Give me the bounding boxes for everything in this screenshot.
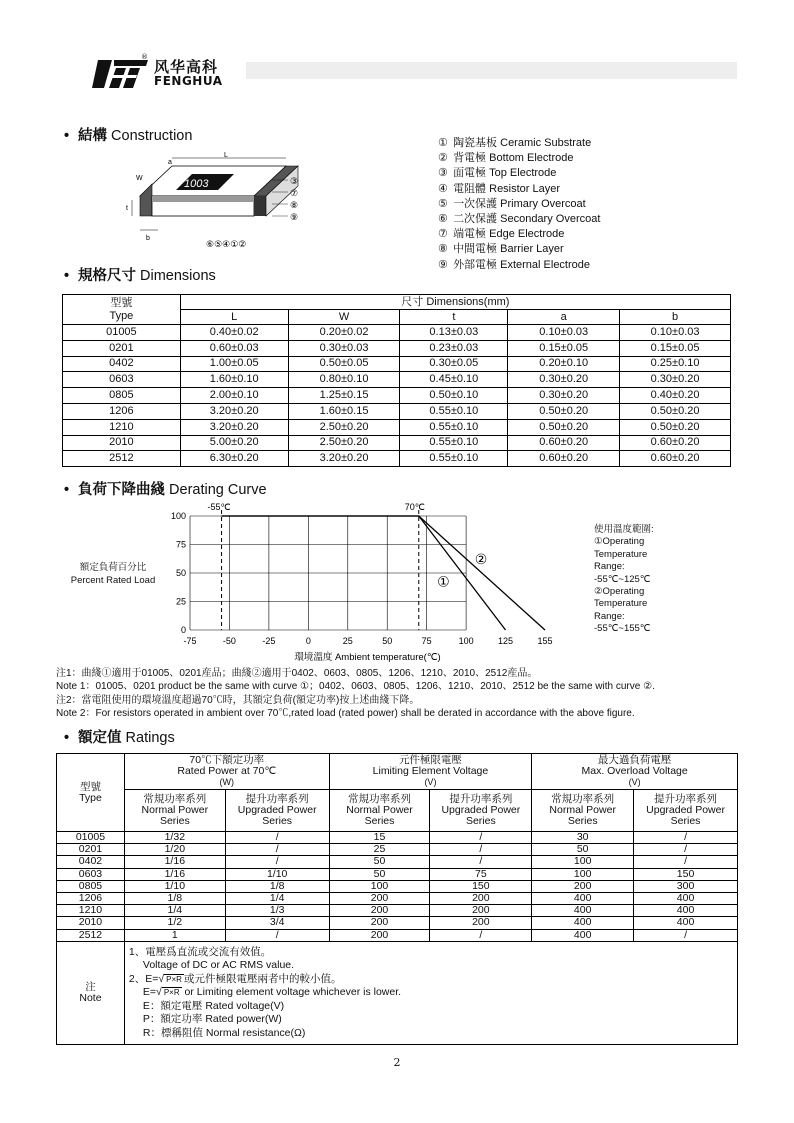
col-header: b [620, 310, 731, 325]
x-axis-label: 環境溫度 Ambient temperature(℃) [294, 652, 441, 663]
legend-item: ⑥ 二次保護 Secondary Overcoat [438, 213, 601, 226]
col-header: t [400, 310, 508, 325]
cell-value: 200 [329, 892, 430, 904]
cell-type: 1206 [63, 403, 181, 419]
ratings-row [57, 880, 738, 892]
cell-value: / [430, 832, 532, 844]
section-title-derating: • 負荷下降曲綫 Derating Curve [64, 482, 267, 498]
cell-t: 0.55±0.10 [400, 419, 508, 435]
x-tick-label: -75 [183, 636, 197, 646]
cell-l: 3.20±0.20 [180, 419, 288, 435]
x-tick-label: 125 [498, 636, 514, 646]
note-line: Note 1：01005、0201 product be the same with curve ①；0402、0603、0805、1206、1210、2010、2512 be the same with curve ②. [56, 681, 655, 693]
dimensions-row [63, 325, 731, 341]
chip-marking: 1003 [184, 178, 209, 190]
cell-w: 0.20±0.02 [288, 325, 400, 341]
cell-value: 400 [532, 892, 634, 904]
cell-w: 2.50±0.20 [288, 435, 400, 451]
dimensions-row [63, 435, 731, 451]
cell-w: 0.30±0.03 [288, 340, 400, 356]
cell-value: 1/10 [124, 880, 225, 892]
cell-value: 50 [329, 868, 430, 880]
cell-w: 0.80±0.10 [288, 372, 400, 388]
cell-type: 1206 [57, 892, 125, 904]
cell-w: 1.25±0.15 [288, 388, 400, 404]
cell-value: 1/32 [124, 832, 225, 844]
ratings-row [57, 905, 738, 917]
section-title-construction: • 結構 Construction [64, 128, 193, 144]
cell-a: 0.20±0.10 [508, 356, 620, 372]
cell-value: 30 [532, 832, 634, 844]
cell-a: 0.50±0.20 [508, 403, 620, 419]
legend-item: ② 背電極 Bottom Electrode [438, 152, 574, 165]
sub-header-upgraded: 提升功率系列 Upgraded Power Series [225, 790, 329, 832]
cell-type: 0603 [57, 868, 125, 880]
cell-value: / [634, 844, 738, 856]
cell-l: 1.00±0.05 [180, 356, 288, 372]
cell-b: 0.40±0.20 [620, 388, 731, 404]
cell-value: 200 [532, 880, 634, 892]
type-header: 型號 Type [63, 295, 181, 325]
cell-value: 1/8 [225, 880, 329, 892]
cell-value: 200 [329, 905, 430, 917]
cell-value: 400 [634, 905, 738, 917]
ratings-note: 1、電壓爲直流或交流有效值。 Voltage of DC or AC RMS value. 2、E=√ P×R 或元件極限電壓兩者中的較小值。 E=√ P×R or Limiting element voltage whichever is lower. E：額定電壓 Rated voltage(V) P：額定功率 Rated power(W) R：標稱阻值 Normal resistance(Ω) [124, 941, 737, 1045]
page-number: 2 [393, 1056, 401, 1069]
legend-item: ⑧ 中間電極 Barrier Layer [438, 243, 564, 256]
cell-value: 200 [329, 929, 430, 941]
cell-value: / [634, 832, 738, 844]
cell-type: 2010 [63, 435, 181, 451]
cell-value: 200 [430, 892, 532, 904]
dimensions-group-header: 尺寸 Dimensions(mm) [180, 295, 730, 310]
cell-value: 3/4 [225, 917, 329, 929]
col-header: W [288, 310, 400, 325]
col-header: L [180, 310, 288, 325]
cell-t: 0.45±0.10 [400, 372, 508, 388]
cell-a: 0.15±0.05 [508, 340, 620, 356]
cell-w: 0.50±0.05 [288, 356, 400, 372]
cell-value: 1/3 [225, 905, 329, 917]
group-header-overload-voltage: 最大過負荷電壓 Max. Overload Voltage (V) [532, 754, 738, 790]
cell-b: 0.10±0.03 [620, 325, 731, 341]
x-tick-label: 50 [382, 636, 393, 646]
x-tick-label: 100 [458, 636, 474, 646]
cell-l: 2.00±0.10 [180, 388, 288, 404]
header-bar [246, 62, 737, 79]
curve-label-1: ① [437, 574, 450, 591]
cell-b: 0.60±0.20 [620, 451, 731, 467]
cell-value: / [225, 844, 329, 856]
cell-type: 0201 [63, 340, 181, 356]
cell-type: 0805 [63, 388, 181, 404]
legend-item: ④ 電阻體 Resistor Layer [438, 182, 561, 195]
label-L: L [224, 152, 228, 159]
cell-value: / [430, 929, 532, 941]
cell-type: 0805 [57, 880, 125, 892]
marker-left-label: -55℃ [207, 502, 231, 512]
section-title-ratings: • 額定值 Ratings [64, 730, 175, 746]
legend-item: ① 陶瓷基板 Ceramic Substrate [438, 137, 592, 149]
callout-9: ⑨ [290, 213, 299, 223]
cell-type: 1210 [57, 905, 125, 917]
cell-type: 1210 [63, 419, 181, 435]
x-tick-label: -25 [262, 636, 276, 646]
label-W: W [136, 175, 143, 182]
cell-value: 1/16 [124, 856, 225, 868]
cell-t: 0.55±0.10 [400, 451, 508, 467]
construction-legend [438, 136, 600, 273]
cell-value: 1/2 [124, 917, 225, 929]
legend-item: ⑦ 端電極 Edge Electrode [438, 228, 565, 241]
legend-item: ⑨ 外部電極 External Electrode [438, 258, 591, 271]
cell-value: 100 [532, 868, 634, 880]
cell-type: 0603 [63, 372, 181, 388]
cell-b: 0.15±0.05 [620, 340, 731, 356]
cell-type: 0402 [63, 356, 181, 372]
cell-value: 150 [430, 880, 532, 892]
y-tick-label: 100 [170, 511, 186, 521]
cell-a: 0.30±0.20 [508, 388, 620, 404]
label-a: a [168, 159, 172, 166]
sub-header-upgraded: 提升功率系列 Upgraded Power Series [634, 790, 738, 832]
derating-notes [56, 667, 655, 720]
cell-b: 0.50±0.20 [620, 403, 731, 419]
ratings-row [57, 892, 738, 904]
cell-t: 0.13±0.03 [400, 325, 508, 341]
cell-type: 0402 [57, 856, 125, 868]
cell-l: 0.40±0.02 [180, 325, 288, 341]
x-tick-label: 75 [421, 636, 432, 646]
cell-t: 0.50±0.10 [400, 388, 508, 404]
cell-l: 1.60±0.10 [180, 372, 288, 388]
cell-value: / [634, 929, 738, 941]
callout-7: ⑦ [290, 189, 299, 199]
dimensions-row [63, 403, 731, 419]
cell-value: 200 [329, 917, 430, 929]
section-title-dimensions: • 規格尺寸 Dimensions [64, 268, 216, 284]
cell-l: 3.20±0.20 [180, 403, 288, 419]
cell-value: 200 [430, 905, 532, 917]
cell-value: 75 [430, 868, 532, 880]
group-header-limiting-voltage: 元件極限電壓 Limiting Element Voltage (V) [329, 754, 532, 790]
cell-value: 100 [532, 856, 634, 868]
cell-value: 400 [532, 905, 634, 917]
brand-name-cn: 风华高科 [154, 58, 219, 76]
cell-value: 1/16 [124, 868, 225, 880]
legend-item: ③ 面電極 Top Electrode [438, 167, 557, 180]
x-tick-label: -50 [222, 636, 236, 646]
cell-value: 150 [634, 868, 738, 880]
label-b: b [146, 235, 150, 242]
dimensions-table [62, 294, 731, 467]
cell-value: 200 [430, 917, 532, 929]
group-header-power: 70℃下額定功率 Rated Power at 70℃ (W) [124, 754, 329, 790]
cell-w: 3.20±0.20 [288, 451, 400, 467]
label-t: t [126, 205, 128, 212]
cell-value: 400 [634, 917, 738, 929]
sub-header-upgraded: 提升功率系列 Upgraded Power Series [430, 790, 532, 832]
cell-value: 25 [329, 844, 430, 856]
y-tick-label: 0 [180, 625, 186, 635]
cell-type: 0201 [57, 844, 125, 856]
cell-value: 400 [532, 917, 634, 929]
ratings-row [57, 832, 738, 844]
cell-t: 0.55±0.10 [400, 403, 508, 419]
cell-value: / [634, 856, 738, 868]
cell-value: 15 [329, 832, 430, 844]
ratings-row [57, 917, 738, 929]
cell-b: 0.30±0.20 [620, 372, 731, 388]
y-tick-label: 50 [175, 568, 186, 578]
derating-chart [160, 498, 590, 668]
ratings-type-header: 型號 Type [57, 754, 125, 832]
cell-value: 100 [329, 880, 430, 892]
cell-value: 400 [532, 929, 634, 941]
derating-ylabel: 額定負荷百分比 Percent Rated Load [70, 562, 156, 586]
cell-value: 1/8 [124, 892, 225, 904]
note-line: 注2：當電阻使用的環境溫度超過70℃時，其額定負荷(額定功率)按上述曲綫下降。 [56, 694, 420, 706]
cell-value: / [225, 856, 329, 868]
cell-a: 0.50±0.20 [508, 419, 620, 435]
legend-item: ⑤ 一次保護 Primary Overcoat [438, 197, 586, 210]
operating-range-legend: 使用溫度範圍: ①Operating Temperature Range: -55℃~125℃ ②Operating Temperature Range: -55℃~155℃ [594, 524, 654, 635]
y-tick-label: 25 [175, 596, 186, 607]
registered-mark: ® [141, 53, 148, 61]
ratings-table [56, 753, 738, 1045]
x-tick-label: 0 [305, 636, 311, 646]
cell-a: 0.60±0.20 [508, 435, 620, 451]
dimensions-row [63, 419, 731, 435]
cell-value: / [430, 856, 532, 868]
cell-type: 2512 [57, 929, 125, 941]
dimensions-row [63, 340, 731, 356]
cell-value: 1/4 [124, 905, 225, 917]
x-tick-label: 155 [537, 636, 553, 646]
cell-t: 0.30±0.05 [400, 356, 508, 372]
dimensions-row [63, 356, 731, 372]
cell-l: 6.30±0.20 [180, 451, 288, 467]
cell-a: 0.30±0.20 [508, 372, 620, 388]
cell-value: 300 [634, 880, 738, 892]
cell-w: 1.60±0.15 [288, 403, 400, 419]
cell-value: 1/4 [225, 892, 329, 904]
col-header: a [508, 310, 620, 325]
cell-value: 1/20 [124, 844, 225, 856]
y-tick-label: 75 [175, 539, 186, 550]
cell-w: 2.50±0.20 [288, 419, 400, 435]
brand-name-en: FENGHUA [154, 74, 223, 88]
cell-type: 2010 [57, 917, 125, 929]
cell-value: / [225, 929, 329, 941]
sub-header-normal: 常規功率系列 Normal Power Series [329, 790, 430, 832]
callouts-bottom: ⑥⑤④①② [206, 240, 247, 250]
cell-t: 0.55±0.10 [400, 435, 508, 451]
ratings-row [57, 929, 738, 941]
cell-value: 50 [532, 844, 634, 856]
sub-header-normal: 常規功率系列 Normal Power Series [532, 790, 634, 832]
x-tick-label: 25 [342, 636, 353, 646]
cell-type: 2512 [63, 451, 181, 467]
cell-b: 0.50±0.20 [620, 419, 731, 435]
note-line: Note 2：For resistors operated in ambient over 70℃,rated load (rated power) shall be derated in accordance with the above figure. [56, 707, 635, 719]
callout-8: ⑧ [290, 201, 299, 211]
cell-b: 0.60±0.20 [620, 435, 731, 451]
ratings-row [57, 868, 738, 880]
sub-header-normal: 常規功率系列 Normal Power Series [124, 790, 225, 832]
cell-type: 01005 [63, 325, 181, 341]
cell-l: 5.00±0.20 [180, 435, 288, 451]
cell-value: 1/10 [225, 868, 329, 880]
ratings-row [57, 856, 738, 868]
cell-a: 0.10±0.03 [508, 325, 620, 341]
ratings-row [57, 844, 738, 856]
note-line: 注1：曲綫①適用于01005、0201産品；曲綫②適用于0402、0603、0805、1206、1210、2010、2512産品。 [56, 668, 538, 679]
cell-type: 01005 [57, 832, 125, 844]
cell-a: 0.60±0.20 [508, 451, 620, 467]
curve-label-2: ② [474, 551, 488, 568]
cell-b: 0.25±0.10 [620, 356, 731, 372]
construction-drawing [112, 150, 312, 250]
dimensions-row [63, 388, 731, 404]
cell-t: 0.23±0.03 [400, 340, 508, 356]
callout-3: ③ [290, 177, 299, 187]
cell-value: 50 [329, 856, 430, 868]
cell-value: / [225, 832, 329, 844]
dimensions-row [63, 451, 731, 467]
note-header: 注 Note [57, 941, 125, 1045]
cell-value: 1 [124, 929, 225, 941]
cell-l: 0.60±0.03 [180, 340, 288, 356]
dimensions-row [63, 372, 731, 388]
cell-value: 400 [634, 892, 738, 904]
cell-value: / [430, 844, 532, 856]
marker-right-label: 70℃ [404, 502, 425, 512]
